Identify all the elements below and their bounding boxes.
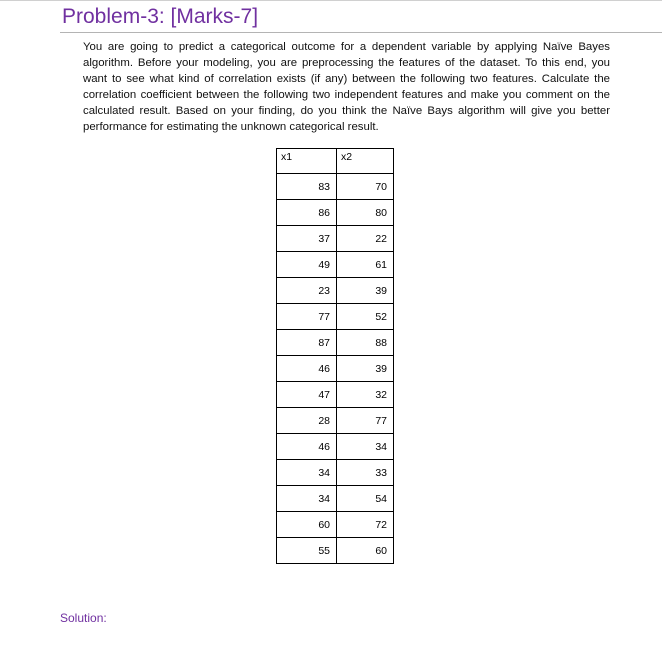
table-row bbox=[277, 278, 394, 304]
cell-x2: 39 bbox=[337, 356, 394, 382]
table-row bbox=[277, 330, 394, 356]
cell-x1: 77 bbox=[277, 304, 337, 330]
cell-x2: 33 bbox=[337, 460, 394, 486]
table-row bbox=[277, 460, 394, 486]
cell-x1: 28 bbox=[277, 408, 337, 434]
table-row bbox=[277, 434, 394, 460]
cell-x2: 77 bbox=[337, 408, 394, 434]
cell-x2: 70 bbox=[337, 174, 394, 200]
table-row bbox=[277, 486, 394, 512]
problem-description: You are going to predict a categorical outcome for a dependent variable by applying Naïve Bayes algorithm. Before your modeling, you are preprocessing the features of the dataset. To this end, you want to see what kind of correlation exists (if any) between the following two features. Calculate the correlation coefficient between the following two independent features and make you comment on the calculated result. Based on your finding, do you think the Naïve Bays algorithm will give you better performance for estimating the unknown categorical result. bbox=[83, 41, 610, 133]
cell-x1: 86 bbox=[277, 200, 337, 226]
problem-title: Problem-3: [Marks-7] bbox=[62, 5, 259, 28]
table-header-row bbox=[277, 149, 394, 174]
table-row bbox=[277, 512, 394, 538]
cell-x1: 34 bbox=[277, 486, 337, 512]
cell-x1: 23 bbox=[277, 278, 337, 304]
table-row bbox=[277, 226, 394, 252]
cell-x2: 72 bbox=[337, 512, 394, 538]
table-row bbox=[277, 408, 394, 434]
cell-x1: 47 bbox=[277, 382, 337, 408]
solution-label: Solution: bbox=[60, 611, 107, 625]
cell-x1: 34 bbox=[277, 460, 337, 486]
table-row bbox=[277, 252, 394, 278]
cell-x1: 46 bbox=[277, 434, 337, 460]
column-header-x1: x1 bbox=[277, 149, 337, 174]
cell-x2: 32 bbox=[337, 382, 394, 408]
table-row bbox=[277, 304, 394, 330]
page-top-rule bbox=[0, 0, 662, 1]
cell-x2: 60 bbox=[337, 538, 394, 564]
cell-x2: 80 bbox=[337, 200, 394, 226]
title-underline bbox=[60, 32, 662, 33]
table-row bbox=[277, 174, 394, 200]
cell-x2: 52 bbox=[337, 304, 394, 330]
table-row bbox=[277, 200, 394, 226]
cell-x1: 60 bbox=[277, 512, 337, 538]
cell-x2: 34 bbox=[337, 434, 394, 460]
cell-x1: 83 bbox=[277, 174, 337, 200]
cell-x2: 88 bbox=[337, 330, 394, 356]
feature-table bbox=[276, 148, 394, 564]
cell-x2: 22 bbox=[337, 226, 394, 252]
cell-x1: 55 bbox=[277, 538, 337, 564]
table-row bbox=[277, 538, 394, 564]
cell-x1: 46 bbox=[277, 356, 337, 382]
table-row bbox=[277, 382, 394, 408]
cell-x1: 37 bbox=[277, 226, 337, 252]
cell-x1: 87 bbox=[277, 330, 337, 356]
column-header-x2: x2 bbox=[337, 149, 394, 174]
cell-x1: 49 bbox=[277, 252, 337, 278]
cell-x2: 39 bbox=[337, 278, 394, 304]
table-row bbox=[277, 356, 394, 382]
cell-x2: 61 bbox=[337, 252, 394, 278]
cell-x2: 54 bbox=[337, 486, 394, 512]
